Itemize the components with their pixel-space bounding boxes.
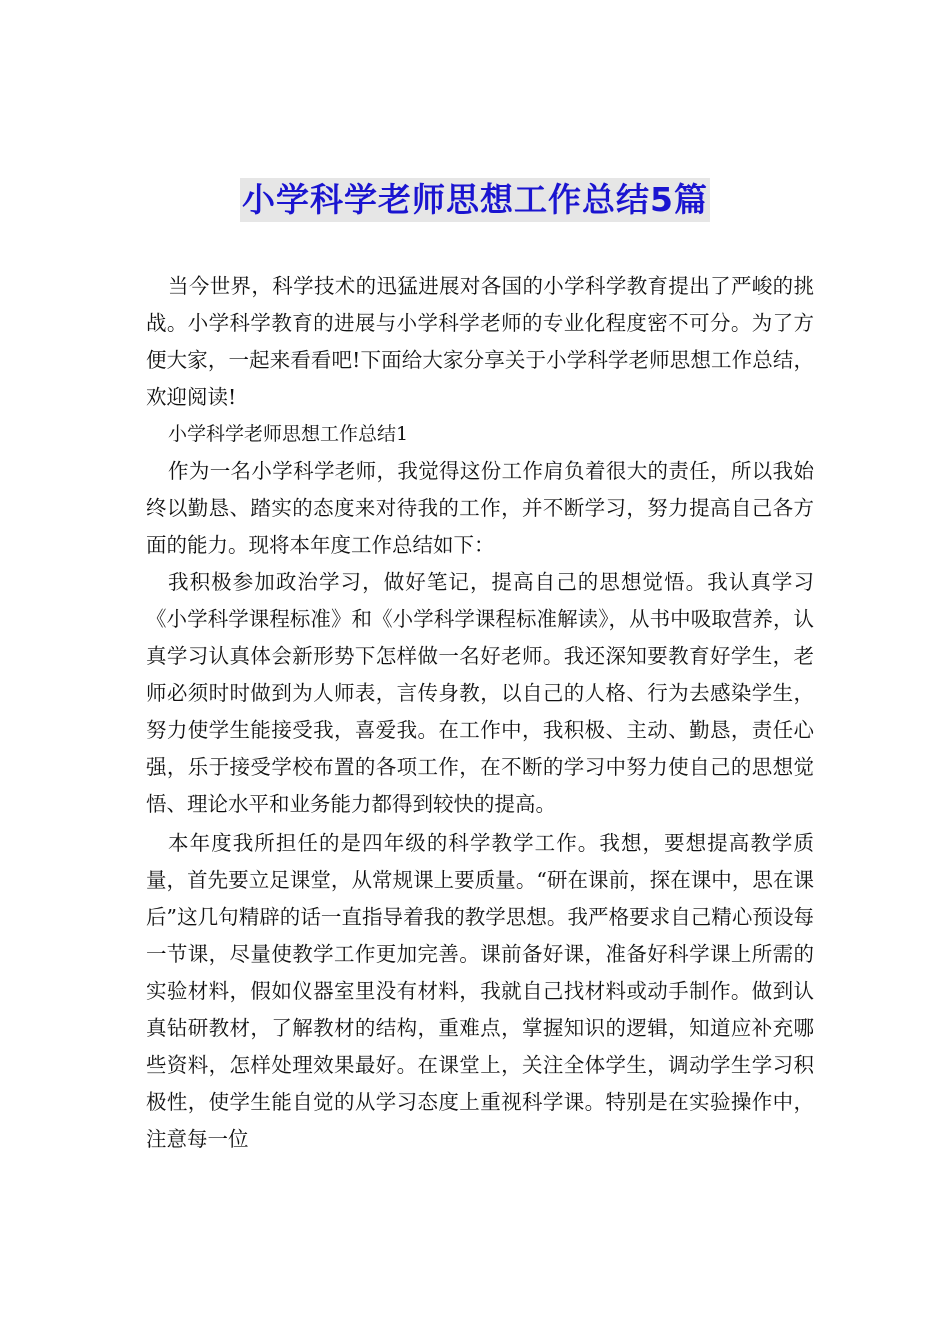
section1-paragraph: 本年度我所担任的是四年级的科学教学工作。我想，要想提高教学质量，首先要立足课堂，从常规课上要质量。“研在课前，探在课中，思在课后”这几句精辟的话一直指导着我的教学思想。我严格要求自己精心预设每一节课，尽量使教学工作更加完善。课前备好课，准备好科学课上所需的实验材料，假如仪器室里没有材料，我就自己找材料或动手制作。做到认真钻研教材，了解教材的结构，重难点，掌握知识的逻辑，知道应补充哪些资料，怎样处理效果最好。在课堂上，关注全体学生，调动学生学习积极性，使学生能自觉的从学习态度上重视科学课。特别是在实验操作中，注意每一位	[146, 831, 814, 1151]
title-container	[0, 178, 950, 222]
section-heading-1: 小学科学老师思想工作总结1	[168, 423, 409, 445]
section1-paragraph: 我积极参加政治学习，做好笔记，提高自己的思想觉悟。我认真学习《小学科学课程标准》和《小学科学课程标准解读》，从书中吸取营养，认真学习认真体会新形势下怎样做一名好老师。我还深知要教育好学生，老师必须时时做到为人师表，言传身教，以自己的人格、行为去感染学生，努力使学生能接受我，喜爱我。在工作中，我积极、主动、勤恳，责任心强，乐于接受学校布置的各项工作，在不断的学习中努力使自己的思想觉悟、理论水平和业务能力都得到较快的提高。	[146, 570, 814, 816]
intro-paragraph: 当今世界，科学技术的迅猛进展对各国的小学科学教育提出了严峻的挑战。小学科学教育的进展与小学科学老师的专业化程度密不可分。为了方便大家，一起来看看吧!下面给大家分享关于小学科学老师思想工作总结，欢迎阅读!	[146, 274, 814, 409]
section1-paragraph: 作为一名小学科学老师，我觉得这份工作肩负着很大的责任，所以我始终以勤恳、踏实的态度来对待我的工作，并不断学习，努力提高自己各方面的能力。现将本年度工作总结如下：	[146, 459, 814, 557]
document-title: 小学科学老师思想工作总结5篇	[240, 178, 710, 222]
document-body	[146, 268, 814, 1158]
